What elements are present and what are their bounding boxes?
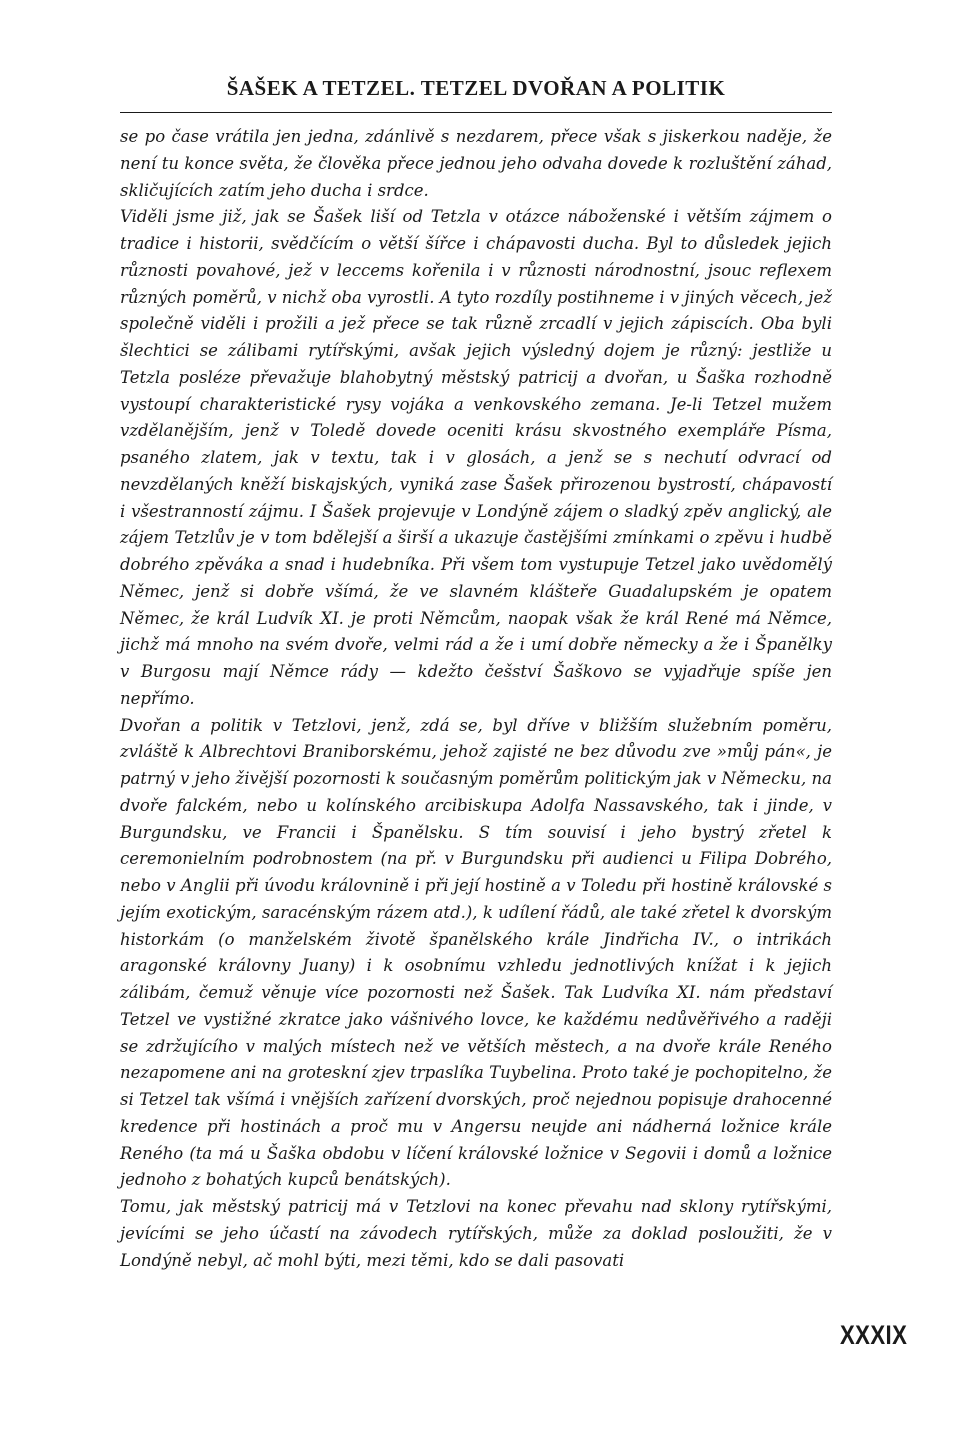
page-number: XXXIX (840, 1320, 908, 1350)
paragraph: Tomu, jak městský patricij má v Tetzlovi na konec převahu nad sklony rytířskými, jevícími se jeho účastí na závodech rytířských, může za doklad posloužiti, že v Londýně nebyl, ač mohl býti, mezi těmi, kdo se dali pasovati (120, 1197, 832, 1270)
paragraph: Viděli jsme již, jak se Šašek liší od Tetzla v otázce náboženské i větším zájmem o tradice i historii, svědčícím o větší šířce i chápavosti ducha. Byl to důsledek jejich různosti povahové, jež v leccems kořenila i v různosti národnostní, jsouc reflexem různých poměrů, v nichž oba vyrostli. A tyto rozdíly postihneme i v jiných věcech, jež společně viděli i prožili a jež přece se tak různě zrcadlí v jejich zápiscích. Oba byli šlechtici se zálibami rytířskými, avšak jejich výsledný dojem je různý: jestliže u Tetzla posléze převažuje blahobytný městský patricij a dvořan, u Šaška rozhodně vystoupí charakteristické rysy vojáka a venkovského zemana. Je-li Tetzel mužem vzdělanějším, jenž v Toledě dovede oceniti krásu skvostného exempláře Písma, psaného zlatem, jak v textu, tak i v glosách, a jenž se s nechutí odvrací od nevzdělaných kněží biskajských, vyniká zase Šašek přirozenou bystrostí, chápavostí i všestranností zájmu. I Šašek projevuje v Londýně zájem o sladký zpěv anglický, ale zájem Tetzlův je v tom bdělejší a širší a ukazuje častějšími zmínkami o zpěvu i hudbě dobrého zpěváka a snad i hudebníka. Při všem tom vystupuje Tetzel jako uvědomělý Němec, jenž si dobře všímá, že ve slavném klášteře Guadalupském je opatem Němec, že král Ludvík XI. je proti Němcům, naopak však že král René má Němce, jichž má mnoho na svém dvoře, velmi rád a že i umí dobře německy a že i Španělky v Burgosu mají Němce rády — kdežto češství Šaškovo se vyjadřuje spíše jen nepřímo. (120, 207, 832, 708)
paragraph: se po čase vrátila jen jedna, zdánlivě s nezdarem, přece však s jiskerkou naděje, že není tu konce světa, že člověka přece jednou jeho odvaha dovede k rozluštění záhad, skličujících zatím jeho ducha i srdce. (120, 127, 832, 200)
paragraph: Dvořan a politik v Tetzlovi, jenž, zdá se, byl dříve v bližším služebním poměru, zvláště k Albrechtovi Braniborskému, jehož zajisté ne bez důvodu zve »můj pán«, je patrný v jeho živější pozornosti k současným poměrům politickým jak v Německu, na dvoře falckém, nebo u kolínského arcibiskupa Adolfa Nassavského, tak i jinde, v Burgundsku, ve Francii i Španělsku. S tím souvisí i jeho bystrý zřetel k ceremonielním podrobnostem (na př. v Burgundsku při audienci u Filipa Dobrého, nebo v Anglii při úvodu královnině i při její hostině a v Toledu při hostině královské s jejím exotickým, saracénským rázem atd.), k udílení řádů, ale také zřetel k dvorským historkám (o manželském životě španělského krále Jindřicha IV., o intrikách aragonské královny Juany) i k osobnímu vzhledu jednotlivých knížat i k jejich zálibám, čemuž věnuje více pozornosti než Šašek. Tak Ludvíka XI. nám představí Tetzel ve vystižné zkratce jako vášnivého lovce, ke každému nedůvěřivého a raději se zdržujícího v malých místech než ve větších městech, a na dvoře krále Reného nezapomene ani na groteskní zjev trpaslíka Tuybelina. Proto také je pochopitelno, že si Tetzel tak všímá i vnějších zařízení dvorských, proč nejednou popisuje drahocenné kredence při hostinách a proč mu v Angersu neujde ani nádherná ložnice krále Reného (ta má u Šaška obdobu v líčení královské ložnice v Segovii i domů a ložnice jednoho z bohatých kupců benátských). (120, 715, 832, 1190)
running-head: ŠAŠEK A TETZEL. TETZEL DVOŘAN A POLITIK (226, 76, 726, 100)
header-rule (120, 112, 832, 113)
body-text (120, 124, 832, 1274)
